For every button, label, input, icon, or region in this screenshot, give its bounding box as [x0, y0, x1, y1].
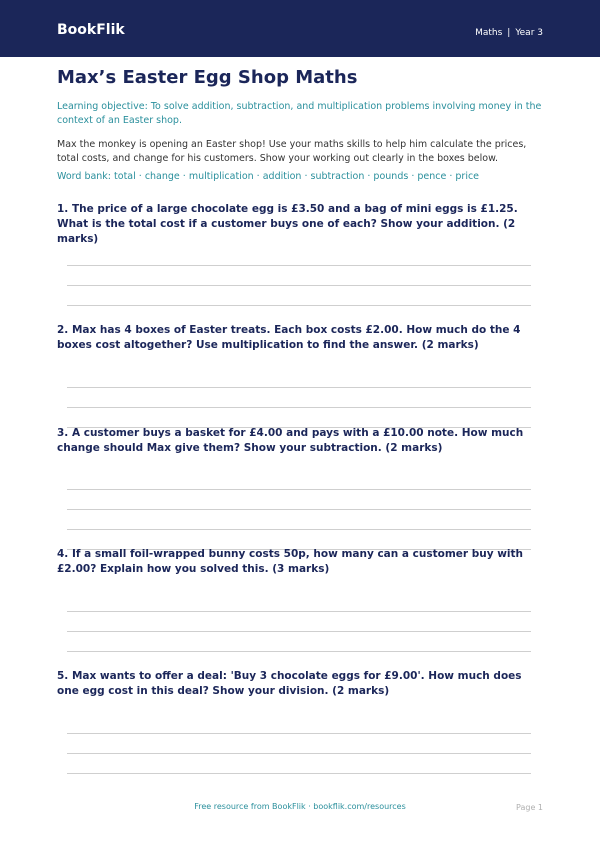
answer-line[interactable] [67, 509, 531, 510]
question-1: 1. The price of a large chocolate egg is £3.50 and a bag of mini eggs is £1.25. What is the total cost if a customer buys one of each? Show your addition. (2 marks) [57, 203, 518, 245]
footer-text: Free resource from BookFlik · bookflik.com/resources [194, 802, 406, 811]
page-title: Max’s Easter Egg Shop Maths [57, 67, 358, 88]
learning-objective: Learning objective: To solve addition, subtraction, and multiplication problems involving money in the context of an Easter shop. [57, 101, 542, 126]
answer-line[interactable] [67, 387, 531, 388]
question-3: 3. A customer buys a basket for £4.00 and pays with a £10.00 note. How much change should Max give them? Show your subtraction. (2 marks) [57, 427, 524, 454]
answer-line[interactable] [67, 651, 531, 652]
brand-logo: BookFlik [57, 22, 125, 38]
year-label: Year 3 [515, 28, 543, 38]
header-bar [0, 0, 600, 57]
answer-line[interactable] [67, 305, 531, 306]
answer-line[interactable] [67, 285, 531, 286]
answer-line[interactable] [67, 489, 531, 490]
question-4: 4. If a small foil-wrapped bunny costs 50p, how many can a customer buy with £2.00? Explain how you solved this. (3 marks) [57, 548, 523, 575]
question-5: 5. Max wants to offer a deal: 'Buy 3 chocolate eggs for £9.00'. How much does one egg cost in this deal? Show your division. (2 marks) [57, 670, 522, 697]
subject-label: Maths [475, 28, 503, 38]
meta-separator: | [507, 28, 511, 38]
question-2: 2. Max has 4 boxes of Easter treats. Each box costs £2.00. How much do the 4 boxes cost altogether? Use multiplication to find the answer. (2 marks) [57, 324, 521, 351]
answer-line[interactable] [67, 407, 531, 408]
answer-line[interactable] [67, 529, 531, 530]
answer-line[interactable] [67, 733, 531, 734]
answer-line[interactable] [67, 753, 531, 754]
header-meta [475, 28, 543, 38]
answer-line[interactable] [67, 773, 531, 774]
answer-line[interactable] [67, 265, 531, 266]
intro-text: Max the monkey is opening an Easter shop! Use your maths skills to help him calculate the prices, total costs, and change for his customers. Show your working out clearly in the boxes below. [57, 139, 527, 164]
answer-line[interactable] [67, 631, 531, 632]
answer-line[interactable] [67, 611, 531, 612]
word-bank: Word bank: total · change · multiplication · addition · subtraction · pounds · pence · price [57, 171, 480, 182]
page-number: Page 1 [516, 803, 543, 812]
